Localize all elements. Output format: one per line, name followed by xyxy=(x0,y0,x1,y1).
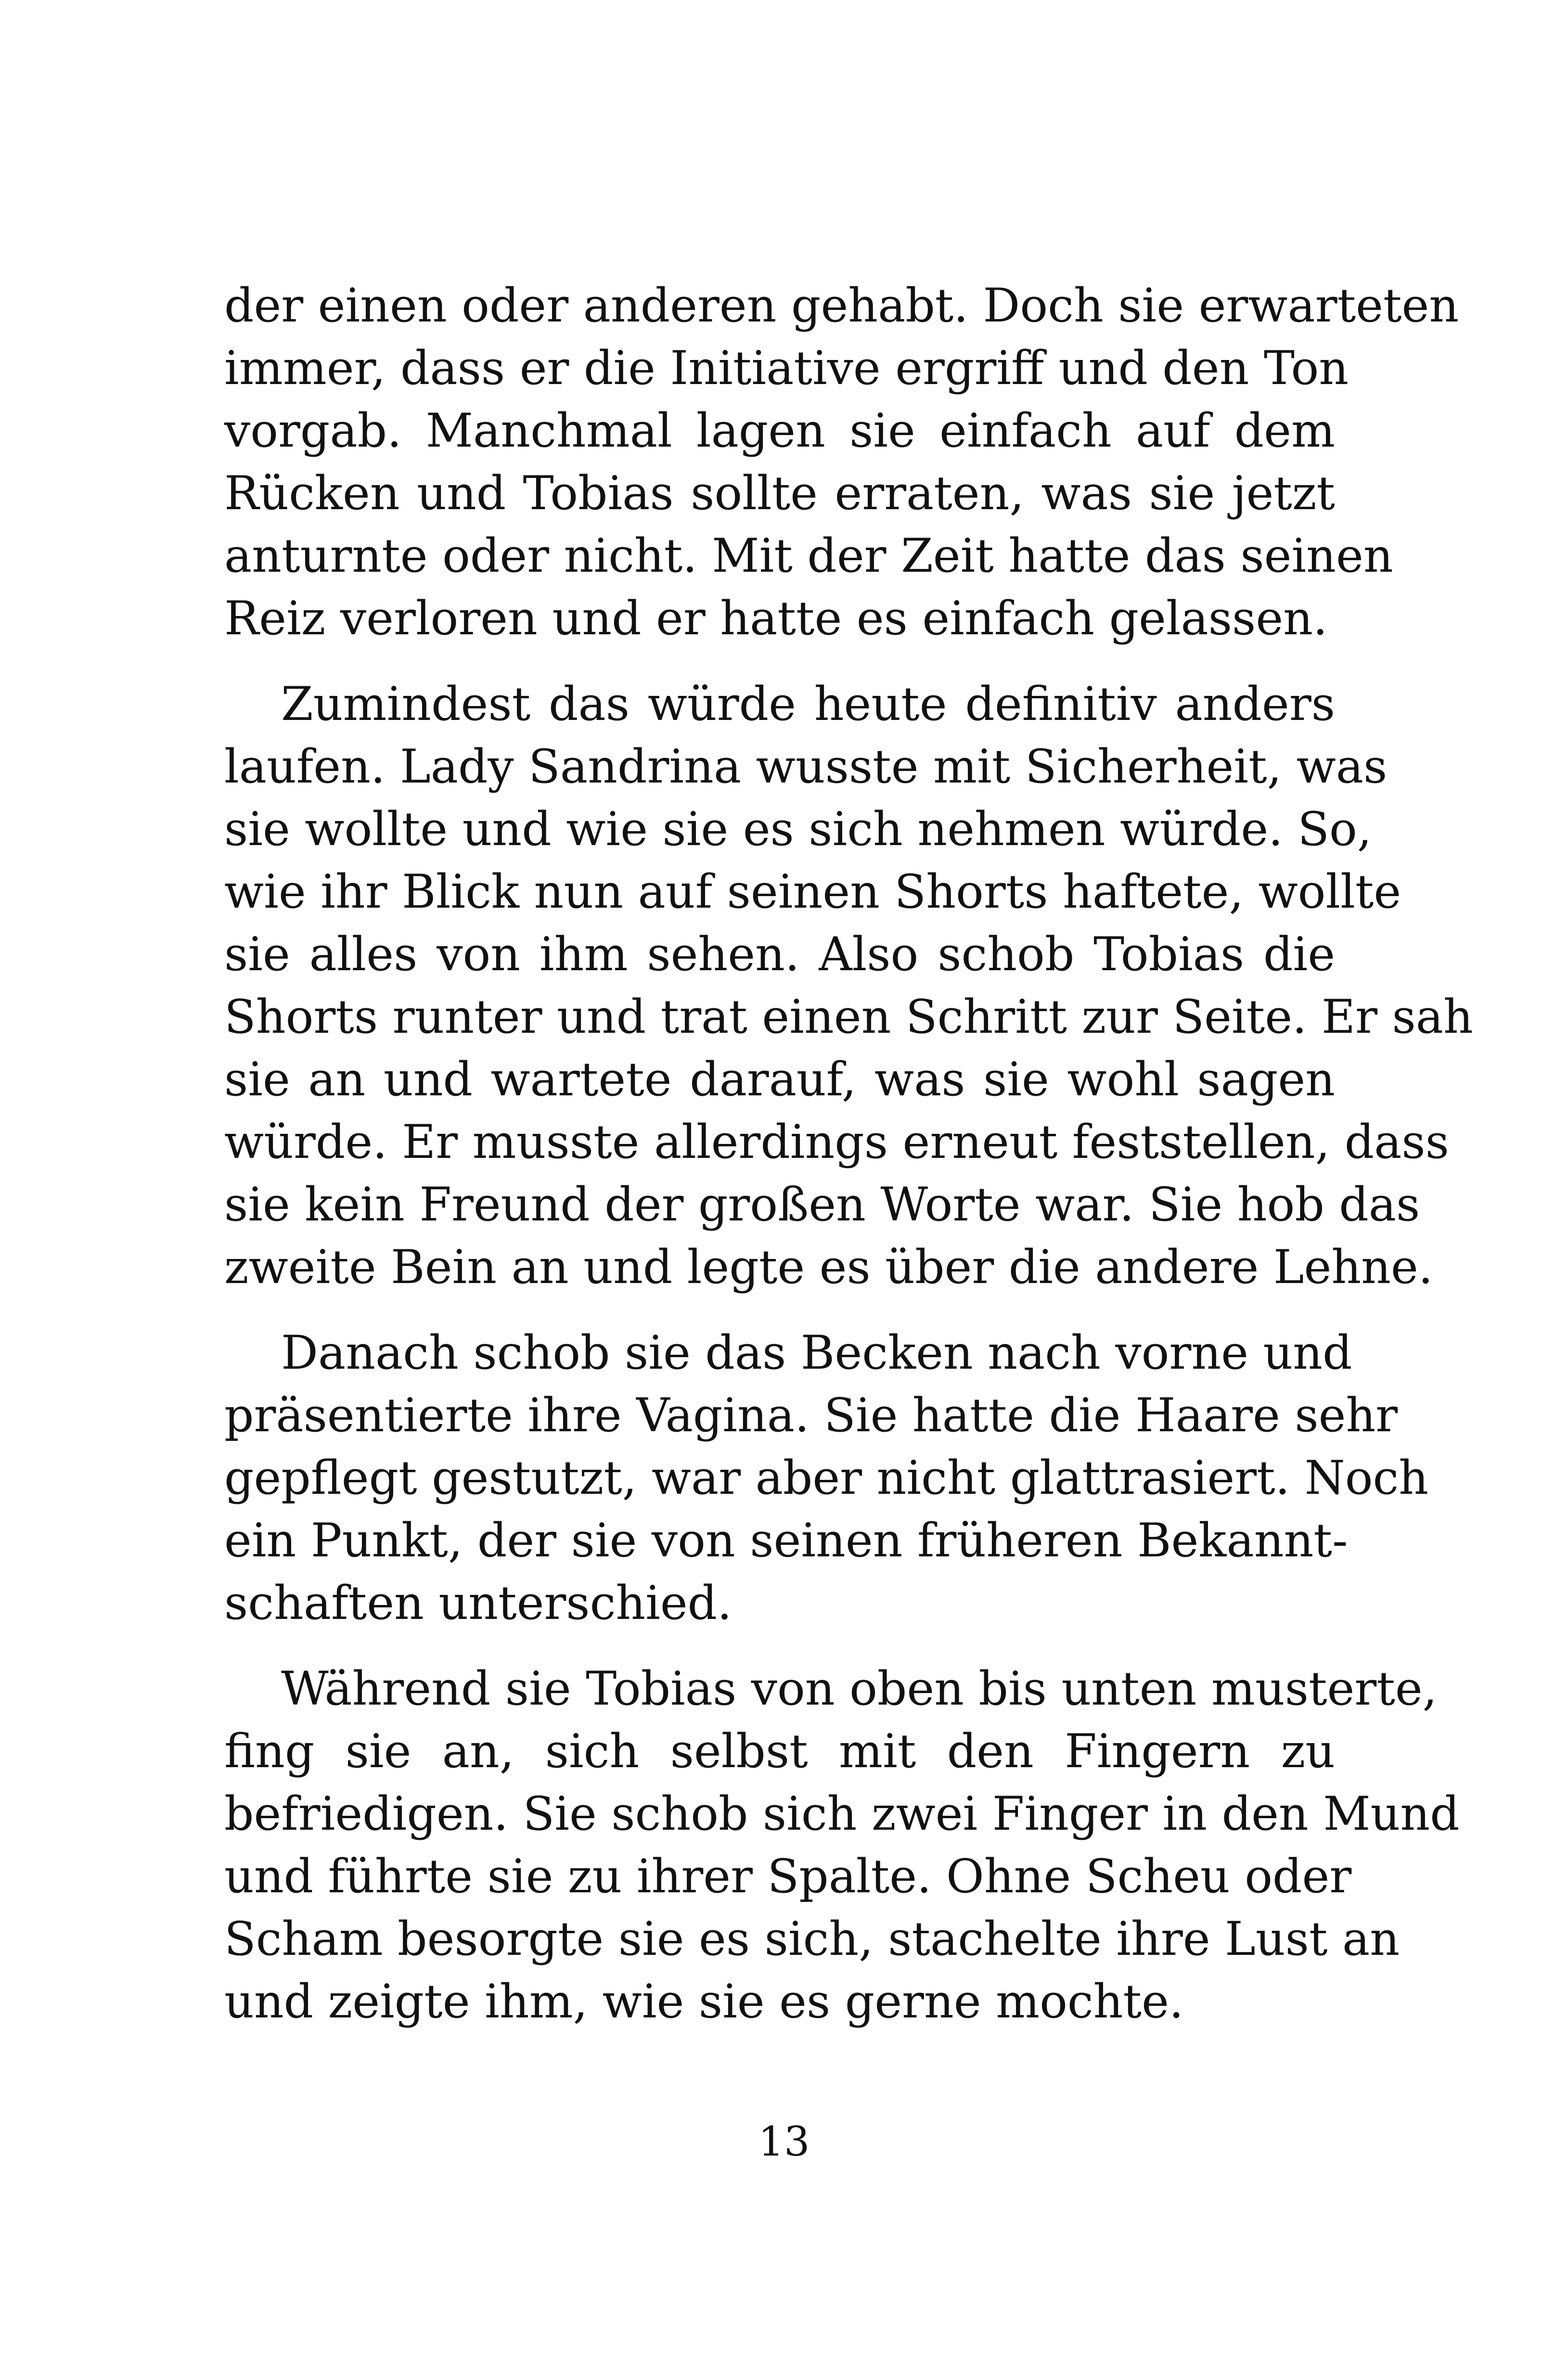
text-line: befriedigen. Sie schob sich zwei Finger in den Mund xyxy=(224,1787,1460,1841)
text-line: laufen. Lady Sandrina wusste mit Sicherheit, was xyxy=(224,740,1388,794)
text-line: fing sie an, sich selbst mit den Fingern zu xyxy=(224,1724,1335,1778)
paragraph-1 xyxy=(224,274,1459,650)
paragraph-2 xyxy=(224,673,1473,1298)
paragraph-4 xyxy=(224,1657,1460,2033)
text-line: schaften unterschied. xyxy=(224,1576,732,1630)
body-text xyxy=(224,274,1473,2056)
text-line: der einen oder anderen gehabt. Doch sie erwarteten xyxy=(224,279,1459,333)
text-line: und führte sie zu ihrer Spalte. Ohne Scheu oder xyxy=(224,1849,1352,1903)
text-line: Scham besorgte sie es sich, stachelte ihre Lust an xyxy=(224,1912,1400,1966)
paragraph-3 xyxy=(224,1322,1429,1634)
page-number: 13 xyxy=(758,2118,810,2165)
text-line: und zeigte ihm, wie sie es gerne mochte. xyxy=(224,1975,1184,2028)
text-line: würde. Er musste allerdings erneut feststellen, dass xyxy=(224,1115,1449,1169)
text-line: sie an und wartete darauf, was sie wohl sagen xyxy=(224,1053,1335,1106)
text-line: Rücken und Tobias sollte erraten, was sie jetzt xyxy=(224,466,1335,520)
text-line: vorgab. Manchmal lagen sie einfach auf dem xyxy=(224,404,1335,458)
text-line: wie ihr Blick nun auf seinen Shorts haftete, wollte xyxy=(224,865,1401,919)
text-line: zweite Bein an und legte es über die andere Lehne. xyxy=(224,1240,1433,1294)
text-line: gepflegt gestutzt, war aber nicht glattrasiert. Noch xyxy=(224,1451,1429,1505)
text-line: präsentierte ihre Vagina. Sie hatte die Haare sehr xyxy=(224,1388,1398,1442)
text-line: sie wollte und wie sie es sich nehmen würde. So, xyxy=(224,802,1372,856)
text-line: anturnte oder nicht. Mit der Zeit hatte das seinen xyxy=(224,529,1393,583)
text-line: Zumindest das würde heute definitiv anders xyxy=(281,677,1335,731)
text-line: immer, dass er die Initiative ergriff und den Ton xyxy=(224,341,1349,395)
text-line: sie alles von ihm sehen. Also schob Tobias die xyxy=(224,927,1335,981)
text-line: Während sie Tobias von oben bis unten musterte, xyxy=(281,1662,1438,1716)
text-line: Reiz verloren und er hatte es einfach gelassen. xyxy=(224,591,1328,645)
text-line: Shorts runter und trat einen Schritt zur Seite. Er sah xyxy=(224,990,1473,1044)
text-line: Danach schob sie das Becken nach vorne und xyxy=(281,1326,1352,1380)
text-line: ein Punkt, der sie von seinen früheren Bekannt- xyxy=(224,1514,1348,1567)
text-line: sie kein Freund der großen Worte war. Sie hob das xyxy=(224,1178,1420,1232)
